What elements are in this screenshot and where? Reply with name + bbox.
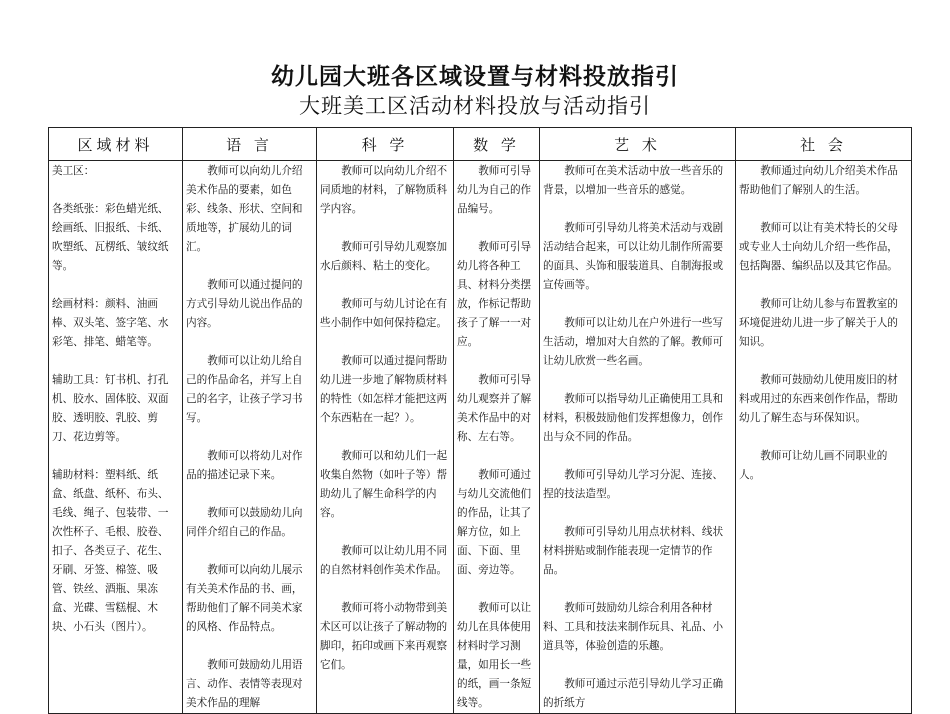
materials-paragraph: 绘画材料：颜料、油画棒、双头笔、签字笔、水彩笔、排笔、蜡笔等。: [52, 298, 169, 348]
cell-materials: [49, 161, 183, 714]
science-paragraph: 教师可与幼儿讨论在有些小制作中如何保持稳定。: [320, 298, 448, 329]
language-paragraph: 教师可以向幼儿介绍美术作品的要素，如色彩、线条、形状、空间和质地等，扩展幼儿的词汇。: [186, 165, 303, 253]
art-paragraph: 教师可在美术活动中放一些音乐的背景，以增加一些音乐的感觉。: [543, 165, 724, 196]
cell-language: [183, 161, 317, 714]
header-social: 社 会: [736, 128, 912, 161]
science-paragraph: 教师可将小动物带到美术区可以让孩子了解动物的脚印，拓印或画下来再观察它们。: [320, 602, 448, 671]
materials-paragraph: 辅助材料：塑料纸、纸盒、纸盘、纸杯、布头、毛线、绳子、包装带、一次性杯子、毛根、胶卷、扣子、各类豆子、花生、牙刷、牙签、棉签、吸管、铁丝、酒瓶、果冻盒、光碟、雪糕棍、木块、小石头（图片）。: [52, 469, 169, 633]
social-paragraph: 教师可让幼儿参与布置教室的环境促进幼儿进一步了解关于人的知识。: [739, 298, 898, 348]
cell-math: [454, 161, 540, 714]
materials-paragraph: 辅助工具：钉书机、打孔机、胶水、固体胶、双面胶、透明胶、乳胶、剪刀、花边剪等。: [52, 374, 169, 443]
social-paragraph: 教师可以让有美术特长的父母或专业人士向幼儿介绍一些作品，包括陶器、编织品以及其它作品。: [739, 222, 898, 272]
art-paragraph: 教师可引导幼儿将美术活动与戏剧活动结合起来，可以让幼儿制作所需要的面具、头饰和服装道具、自制海报或宣传画等。: [543, 222, 724, 291]
math-paragraph: 教师可以让幼儿在具体使用材料时学习测量，如用长一些的纸，画一条短线等。: [457, 602, 532, 709]
language-paragraph: 教师可鼓励幼儿用语言、动作、表情等表现对美术作品的理解: [186, 659, 303, 709]
materials-paragraph: 各类纸张：彩色蜡光纸、绘画纸、旧报纸、卡纸、吹塑纸、瓦楞纸、皱纹纸等。: [52, 203, 169, 272]
social-paragraph: 教师通过向幼儿介绍美术作品帮助他们了解别人的生活。: [739, 165, 898, 196]
document-title: 幼儿园大班各区域设置与材料投放指引: [271, 64, 679, 90]
table-row: [49, 161, 912, 714]
header-art: 艺 术: [540, 128, 736, 161]
art-paragraph: 教师可以指导幼儿正确使用工具和材料，积极鼓励他们发挥想像力，创作出与众不同的作品。: [543, 393, 724, 443]
language-paragraph: 教师可以向幼儿展示有关美术作品的书、画，帮助他们了解不同美术家的风格、作品特点。: [186, 564, 303, 633]
language-paragraph: 教师可以鼓励幼儿向同伴介绍自己的作品。: [186, 507, 303, 538]
cell-social: [736, 161, 912, 714]
language-paragraph: 教师可以将幼儿对作品的描述记录下来。: [186, 450, 303, 481]
language-paragraph: 教师可以通过提问的方式引导幼儿说出作品的内容。: [186, 279, 303, 329]
table-header-row: [49, 128, 912, 161]
art-paragraph: 教师可以让幼儿在户外进行一些写生活动，增加对大自然的了解。教师可让幼儿欣赏一些名画。: [543, 317, 724, 367]
science-paragraph: 教师可以向幼儿介绍不同质地的材料，了解物质科学内容。: [320, 165, 448, 215]
header-language: 语 言: [183, 128, 317, 161]
social-paragraph: 教师可鼓励幼儿使用废旧的材料或用过的东西来创作作品，帮助幼儿了解生态与环保知识。: [739, 374, 898, 424]
header-science: 科 学: [317, 128, 454, 161]
art-paragraph: 教师可引导幼儿学习分泥、连接、捏的技法造型。: [543, 469, 724, 500]
language-paragraph: 教师可以让幼儿给自己的作品命名，并写上自己的名字，让孩子学习书写。: [186, 355, 303, 424]
cell-art: [540, 161, 736, 714]
materials-heading: 美工区：: [52, 165, 95, 177]
header-materials: 区域材料: [49, 128, 183, 161]
science-paragraph: 教师可以让幼儿用不同的自然材料创作美术作品。: [320, 545, 448, 576]
cell-science: [317, 161, 454, 714]
art-paragraph: 教师可通过示范引导幼儿学习正确的折纸方: [543, 678, 724, 709]
science-paragraph: 教师可以通过提问帮助幼儿进一步地了解物质材料的特性（如怎样才能把这两个东西粘在一起？）。: [320, 355, 448, 424]
math-paragraph: 教师可引导幼儿将各种工具、材料分类摆放，作标记帮助孩子了解一一对应。: [457, 241, 532, 348]
science-paragraph: 教师可以和幼儿们一起收集自然物（如叶子等）帮助幼儿了解生命科学的内容。: [320, 450, 448, 519]
math-paragraph: 教师可引导幼儿为自己的作品编号。: [457, 165, 532, 215]
social-paragraph: 教师可让幼儿画不同职业的人。: [739, 450, 888, 481]
art-paragraph: 教师可引导幼儿用点状材料、线状材料拼贴或制作能表现一定情节的作品。: [543, 526, 724, 576]
science-paragraph: 教师可引导幼儿观察加水后颜料、粘土的变化。: [320, 241, 448, 272]
header-math: 数 学: [454, 128, 540, 161]
math-paragraph: 教师可通过与幼儿交流他们的作品，让其了解方位，如上面、下面、里面、旁边等。: [457, 469, 532, 576]
math-paragraph: 教师可引导幼儿观察并了解美术作品中的对称、左右等。: [457, 374, 532, 443]
document-subtitle: 大班美工区活动材料投放与活动指引: [299, 94, 651, 118]
art-paragraph: 教师可鼓励幼儿综合利用各种材料、工具和技法来制作玩具、礼品、小道具等，体验创造的乐趣。: [543, 602, 724, 652]
guide-table: [48, 127, 912, 714]
